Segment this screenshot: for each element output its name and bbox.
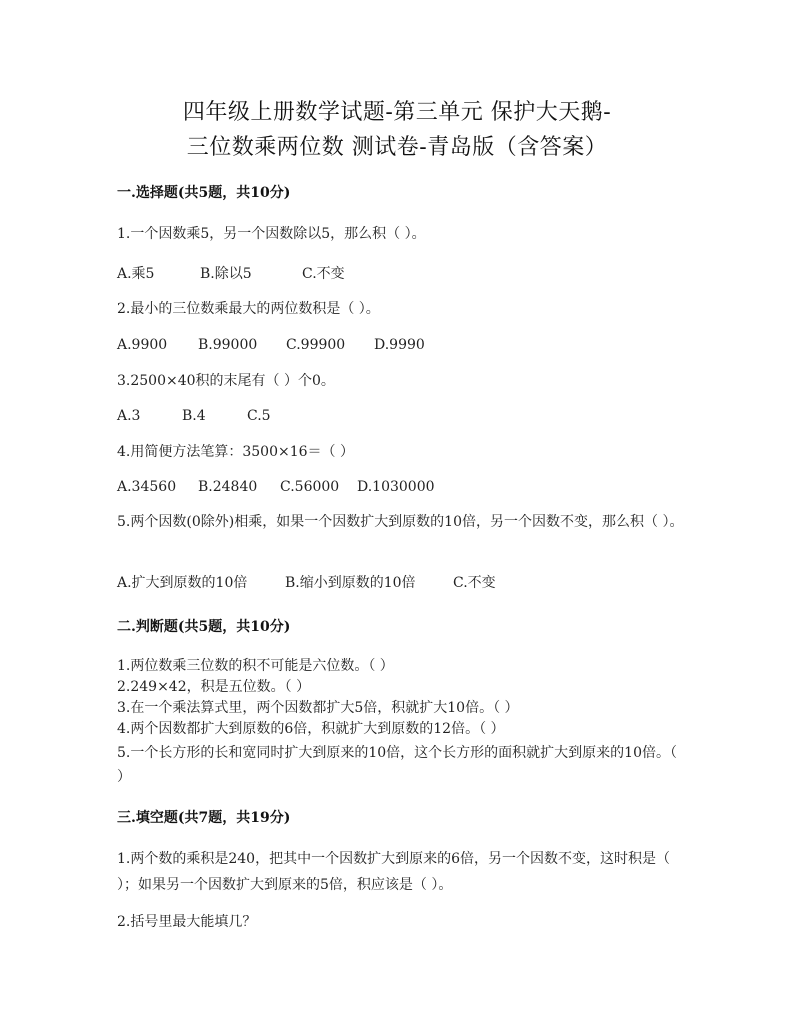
exam-title-line-2: 三位数乘两位数 测试卷-青岛版（含答案） xyxy=(186,135,608,160)
option-c: C.5 xyxy=(247,408,271,424)
tf-item-3: 3.在一个乘法算式里，两个因数都扩大5倍，积就扩大10倍。（ ） xyxy=(117,700,519,716)
tf-item-2: 2.249×42，积是五位数。（ ） xyxy=(117,679,311,695)
option-b: B.除以5 xyxy=(200,266,252,282)
option-a: A.扩大到原数的10倍 xyxy=(117,575,248,591)
option-d: D.1030000 xyxy=(357,479,435,495)
mc-question-4: 4.用简便方法笔算：3500×16＝（ ） xyxy=(117,444,354,460)
mc-question-2: 2.最小的三位数乘最大的两位数积是（ ）。 xyxy=(117,301,380,317)
option-d: D.9990 xyxy=(374,337,425,353)
tf-item-4: 4.两个因数都扩大到原数的6倍，积就扩大到原数的12倍。（ ） xyxy=(117,721,505,737)
option-b: B.4 xyxy=(182,408,206,424)
option-a: A.乘5 xyxy=(117,266,155,282)
tf-item-1: 1.两位数乘三位数的积不可能是六位数。（ ） xyxy=(117,658,394,674)
option-c: C.不变 xyxy=(302,266,345,282)
mc-question-1: 1.一个因数乘5，另一个因数除以5，那么积（ ）。 xyxy=(117,226,426,242)
option-a: A.3 xyxy=(117,408,141,424)
option-b: B.99000 xyxy=(198,337,258,353)
fill-question-2: 2.括号里最大能填几？ xyxy=(117,914,257,930)
tf-item-5: 5.一个长方形的长和宽同时扩大到原来的10倍，这个长方形的面积就扩大到原来的10倍。（ ） xyxy=(117,745,677,785)
option-c: C.99900 xyxy=(286,337,346,353)
mc-question-5: 5.两个因数(0除外)相乘，如果一个因数扩大到原数的10倍，另一个因数不变，那么积（ ）。 xyxy=(117,514,684,530)
exam-title-line-1: 四年级上册数学试题-第三单元 保护大天鹅- xyxy=(182,100,612,125)
option-c: C.56000 xyxy=(280,479,340,495)
section-heading-true-false: 二.判断题(共5题，共10分) xyxy=(117,619,291,635)
option-a: A.34560 xyxy=(117,479,177,495)
option-c: C.不变 xyxy=(453,575,496,591)
fill-question-1: 1.两个数的乘积是240，把其中一个因数扩大到原来的6倍，另一个因数不变，这时积是（ ）；如果另一个因数扩大到原来的5倍，积应该是（ ）。 xyxy=(117,851,670,893)
option-a: A.9900 xyxy=(117,337,168,353)
section-heading-multiple-choice: 一.选择题(共5题，共10分) xyxy=(117,185,291,201)
option-b: B.缩小到原数的10倍 xyxy=(285,575,416,591)
mc-question-3: 3.2500×40积的末尾有（ ）个0。 xyxy=(117,373,335,389)
option-b: B.24840 xyxy=(198,479,258,495)
section-heading-fill-in: 三.填空题(共7题，共19分) xyxy=(117,810,291,826)
